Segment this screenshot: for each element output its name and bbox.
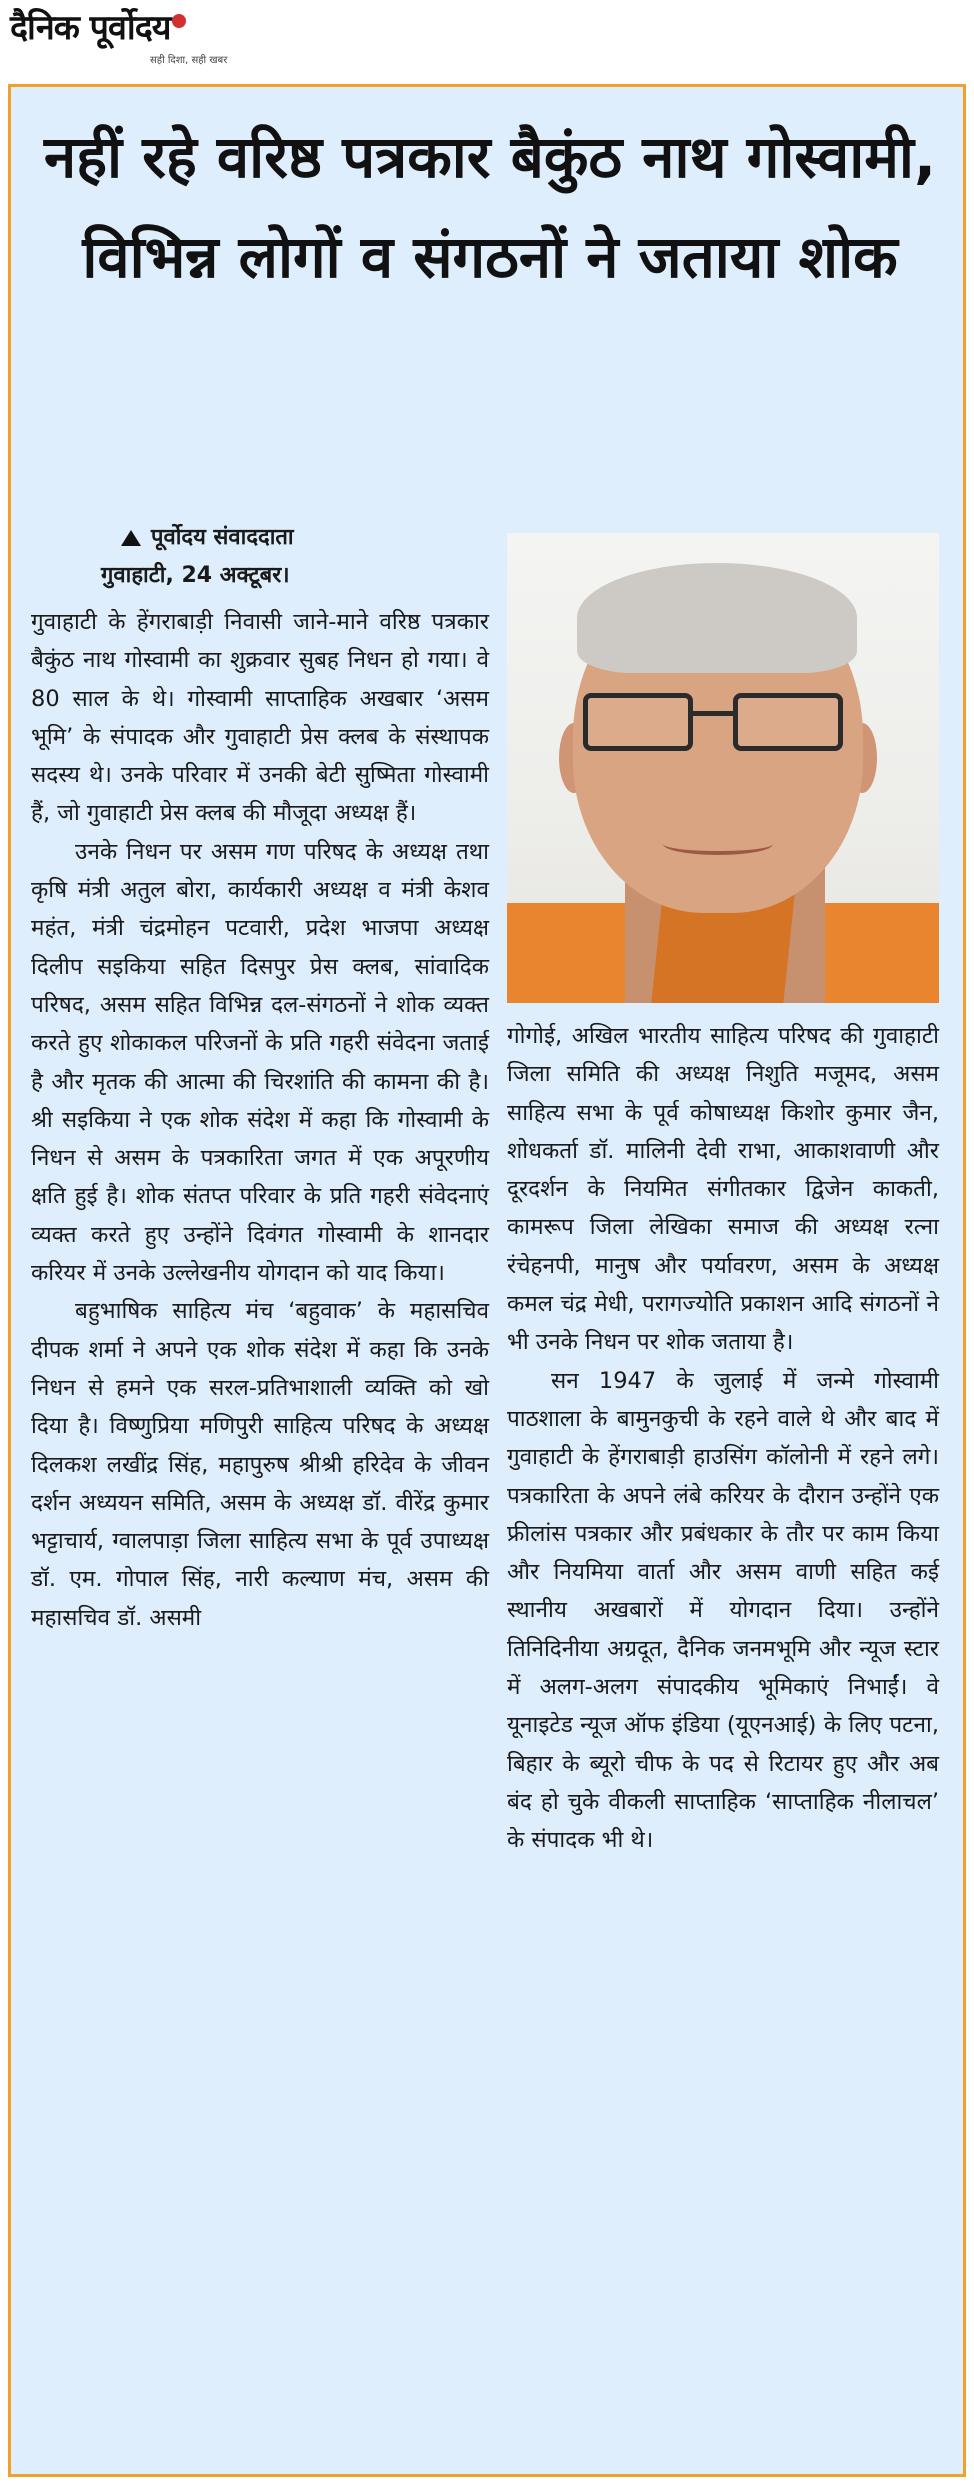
dateline: गुवाहाटी, 24 अक्टूबर। bbox=[101, 563, 290, 588]
byline-text: पूर्वोदय संवाददाता bbox=[151, 525, 294, 550]
masthead-tagline: सही दिशा, सही खबर bbox=[150, 55, 228, 66]
masthead bbox=[10, 8, 310, 68]
left-column bbox=[31, 603, 489, 1637]
article-headline: नहीं रहे वरिष्ठ पत्रकार बैकुंठ नाथ गोस्वामी, विभिन्न लोगों व संगठनों ने जताया शोक bbox=[44, 123, 936, 291]
byline bbox=[121, 521, 294, 551]
triangle-icon bbox=[121, 530, 141, 546]
portrait-photo bbox=[507, 533, 939, 1003]
glasses-icon bbox=[583, 693, 853, 753]
paragraph: गुवाहाटी के हेंगराबाड़ी निवासी जाने-माने वरिष्ठ पत्रकार बैकुंठ नाथ गोस्वामी का शुक्रवार सुबह निधन हो गया। वे 80 साल के थे। गोस्वामी साप्ताहिक अखबार ‘असम भूमि’ के संपादक और गुवाहाटी प्रेस क्लब के संस्थापक सदस्य थे। उनके परिवार में उनकी बेटी सुष्मिता गोस्वामी हैं, जो गुवाहाटी प्रेस क्लब की मौजूदा अध्यक्ष हैं। bbox=[31, 609, 489, 827]
right-column bbox=[507, 1017, 939, 1860]
paragraph: गोगोई, अखिल भारतीय साहित्य परिषद की गुवाहाटी जिला समिति की अध्यक्ष निशुति मजूमद, असम साहित्य सभा के पूर्व कोषाध्यक्ष किशोर कुमार जैन, शोधकर्ता डॉ. मालिनी देवी राभा, आकाशवाणी और दूरदर्शन के नियमित संगीतकार द्विजेन काकती, कामरूप जिला लेखिका समाज की अध्यक्ष रत्ना रंचेहनपी, मानुष और पर्यावरण, असम के अध्यक्ष कमल चंद्र मेधी, परागज्योति प्रकाशन आदि संगठनों ने भी उनके निधन पर शोक जताया है। bbox=[507, 1023, 939, 1356]
logo-dot-icon bbox=[172, 14, 186, 28]
paragraph: सन 1947 के जुलाई में जन्मे गोस्वामी पाठशाला के बामुनकुची के रहने वाले थे और बाद में गुवाहाटी के हेंगराबाड़ी हाउसिंग कॉलोनी में रहने लगे। पत्रकारिता के अपने लंबे करियर के दौरान उन्होंने एक फ्रीलांस पत्रकार और प्रबंधकार के तौर पर काम किया और नियमिया वार्ता और असम वाणी सहित कई स्थानीय अखबारों में योगदान दिया। उन्होंने तिनिदिनीया अग्रदूत, दैनिक जनमभूमि और न्यूज स्टार में अलग-अलग संपादकीय भूमिकाएं निभाईं। वे यूनाइटेड न्यूज ऑफ इंडिया (यूएनआई) के लिए पटना, बिहार के ब्यूरो चीफ के पद से रिटायर हुए और अब बंद हो चुके वीकली साप्ताहिक ‘साप्ताहिक नीलाचल’ के संपादक भी थे। bbox=[507, 1367, 939, 1854]
paragraph: उनके निधन पर असम गण परिषद के अध्यक्ष तथा कृषि मंत्री अतुल बोरा, कार्यकारी अध्यक्ष व मंत्री केशव महंत, मंत्री चंद्रमोहन पटवारी, प्रदेश भाजपा अध्यक्ष दिलीप सइकिया सहित दिसपुर प्रेस क्लब, सांवादिक परिषद, असम सहित विभिन्न दल-संगठनों ने शोक व्यक्त करते हुए शोकाकल परिजनों के प्रति गहरी संवेदना जताई है और मृतक की आत्मा की चिरशांति की कामना की है। श्री सइकिया ने एक शोक संदेश में कहा कि गोस्वामी के निधन से असम के पत्रकारिता जगत में एक अपूरणीय क्षति हुई है। शोक संतप्त परिवार के प्रति गहरी संवेदनाएं व्यक्त करते हुए उन्होंने दिवंगत गोस्वामी के शानदार करियर में उनके उल्लेखनीय योगदान को याद किया। bbox=[31, 838, 489, 1287]
article-frame bbox=[8, 84, 966, 2477]
paragraph: बहुभाषिक साहित्य मंच ‘बहुवाक’ के महासचिव दीपक शर्मा ने अपने एक शोक संदेश में कहा कि उनके निधन से हमने एक सरल-प्रतिभाशाली व्यक्ति को खो दिया है। विष्णुप्रिया मणिपुरी साहित्य परिषद के अध्यक्ष दिलकश लखींद्र सिंह, महापुरुष श्रीश्री हरिदेव के जीवन दर्शन अध्ययन समिति, असम के अध्यक्ष डॉ. वीरेंद्र कुमार भट्टाचार्य, ग्वालपाड़ा जिला साहित्य सभा के पूर्व उपाध्यक्ष डॉ. एम. गोपाल सिंह, नारी कल्याण मंच, असम की महासचिव डॉ. असमी bbox=[31, 1298, 489, 1631]
newspaper-logo: दैनिक पूर्वोदय bbox=[10, 8, 310, 48]
